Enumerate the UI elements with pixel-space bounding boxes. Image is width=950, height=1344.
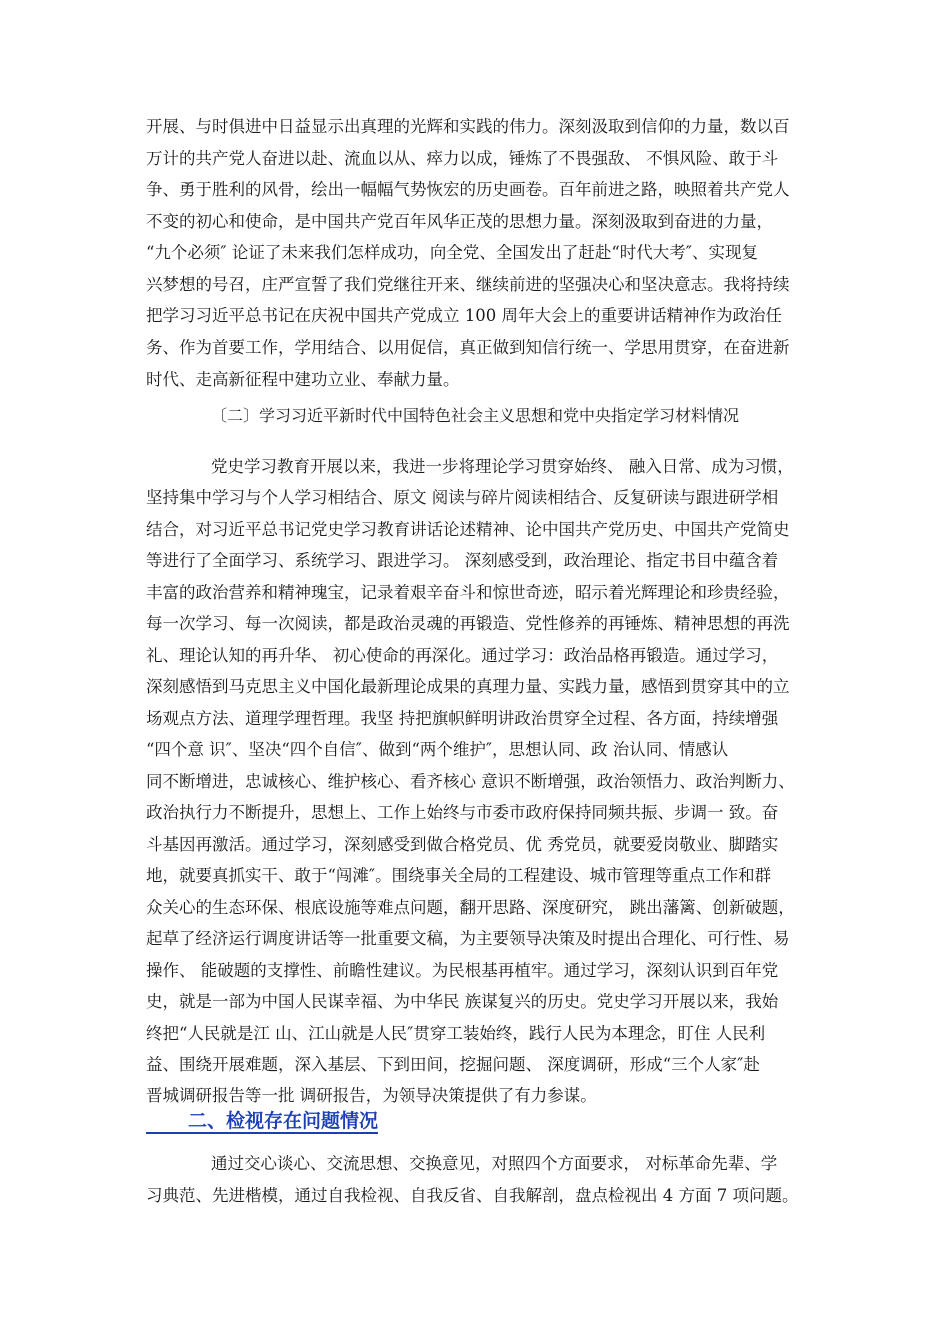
body-line: 同不断增进，忠诚核心、维护核心、看齐核心 意识不断增强，政治领悟力、政治判断力、 xyxy=(146,772,795,791)
body-line: 终把“人民就是江 山、江山就是人民″贯穿工装始终，践行人民为本理念，盯住 人民利 xyxy=(146,1024,766,1043)
body-line: 每一次学习、每一次阅读，都是政治灵魂的再锻造、党性修养的再锤炼、精神思想的再洗 xyxy=(146,614,790,633)
body-line: 益、围绕开展难题，深入基层、下到田间，挖掘问题、 深度调研，形成“三个人家″赴 xyxy=(146,1055,760,1074)
body-line: 深刻感悟到马克思主义中国化最新理论成果的真理力量、实践力量，感悟到贯穿其中的立 xyxy=(146,677,790,696)
body-line: “九个必须″ 论证了未来我们怎样成功，向全党、全国发出了赶赴“时代大考″、实现复 xyxy=(146,243,758,262)
body-line: “四个意 识″、坚决“四个自信″、做到“两个维护″，思想认同、政 治认同、情感认 xyxy=(146,740,729,759)
body-line: 众关心的生态环保、根底设施等难点问题，翻开思路、深度研究， 跳出藩篱、创新破题， xyxy=(146,898,795,917)
body-line: 礼、理论认知的再升华、 初心使命的再深化。通过学习：政治品格再锻造。通过学习， xyxy=(146,646,779,665)
body-line: 操作、 能破题的支撑性、前瞻性建议。为民根基再植牢。通过学习，深刻认识到百年党 xyxy=(146,961,779,980)
body-line: 万计的共产党人奋进以赴、流血以从、瘁力以成，锤炼了不畏强敌、 不惧风险、敢于斗 xyxy=(146,149,779,168)
body-line: 争、勇于胜利的风骨，绘出一幅幅气势恢宏的历史画卷。百年前进之路，映照着共产党人 xyxy=(146,180,790,199)
body-line: 时代、走高新征程中建功立业、奉献力量。 xyxy=(146,370,460,389)
section-subheading: 〔二〕学习习近平新时代中国特色社会主义思想和党中央指定学习材料情况 xyxy=(211,406,740,425)
body-line: 兴梦想的号召，庄严宣誓了我们党继往开来、继续前进的坚强决心和坚决意志。我将持续 xyxy=(146,275,790,294)
section-heading xyxy=(146,1108,378,1134)
body-line: 政治执行力不断提升，思想上、工作上始终与市委市政府保持同频共振、步调一 致。奋 xyxy=(146,803,779,822)
body-line: 史，就是一部为中国人民谋幸福、为中华民 族谋复兴的历史。党史学习开展以来，我始 xyxy=(146,992,779,1011)
body-line: 结合，对习近平总书记党史学习教育讲话论述精神、论中国共产党历史、中国共产党简史 xyxy=(146,520,790,539)
section-heading-text: 二、检视存在问题情况 xyxy=(188,1110,379,1132)
body-line: 坚持集中学习与个人学习相结合、原文 阅读与碎片阅读相结合、反复研读与跟进研学相 xyxy=(146,488,779,507)
body-line: 地，就要真抓实干、敢于“闯滩″。围绕事关全局的工程建设、城市管理等重点工作和群 xyxy=(146,866,772,885)
body-line: 等进行了全面学习、系统学习、跟进学习。 深刻感受到，政治理论、指定书目中蕴含着 xyxy=(146,551,779,570)
body-line: 开展、与时俱进中日益显示出真理的光辉和实践的伟力。深刻汲取到信仰的力量，数以百 xyxy=(146,117,790,136)
body-line: 通过交心谈心、交流思想、交换意见，对照四个方面要求， 对标革命先辈、学 xyxy=(211,1154,778,1173)
body-line: 党史学习教育开展以来，我进一步将理论学习贯穿始终、 融入日常、成为习惯， xyxy=(211,457,794,476)
body-line: 把学习习近平总书记在庆祝中国共产党成立 100 周年大会上的重要讲话精神作为政治任 xyxy=(146,306,782,325)
heading-underline xyxy=(146,1132,378,1134)
body-line: 务、作为首要工作，学用结合、以用促信，真正做到知信行统一、学思用贯穿，在奋进新 xyxy=(146,338,790,357)
body-line: 习典范、先进楷模，通过自我检视、自我反省、自我解剖，盘点检视出 4 方面 7 项问题。 xyxy=(146,1186,799,1205)
body-line: 丰富的政治营养和精神瑰宝，记录着艰辛奋斗和惊世奇迹，昭示着光辉理论和珍贵经验， xyxy=(146,583,790,602)
body-line: 不变的初心和使命，是中国共产党百年风华正茂的思想力量。深刻汲取到奋进的力量， xyxy=(146,212,773,231)
body-line: 晋城调研报告等一批 调研报告，为领导决策提供了有力参谋。 xyxy=(146,1086,597,1105)
body-line: 起草了经济运行调度讲话等一批重要文稿，为主要领导决策及时提出合理化、可行性、易 xyxy=(146,929,790,948)
body-line: 场观点方法、道理学理哲理。我坚 持把旗帜鲜明讲政治贯穿全过程、各方面，持续增强 xyxy=(146,709,779,728)
body-line: 斗基因再激活。通过学习，深刻感受到做合格党员、优 秀党员，就要爱岗敬业、脚踏实 xyxy=(146,835,779,854)
